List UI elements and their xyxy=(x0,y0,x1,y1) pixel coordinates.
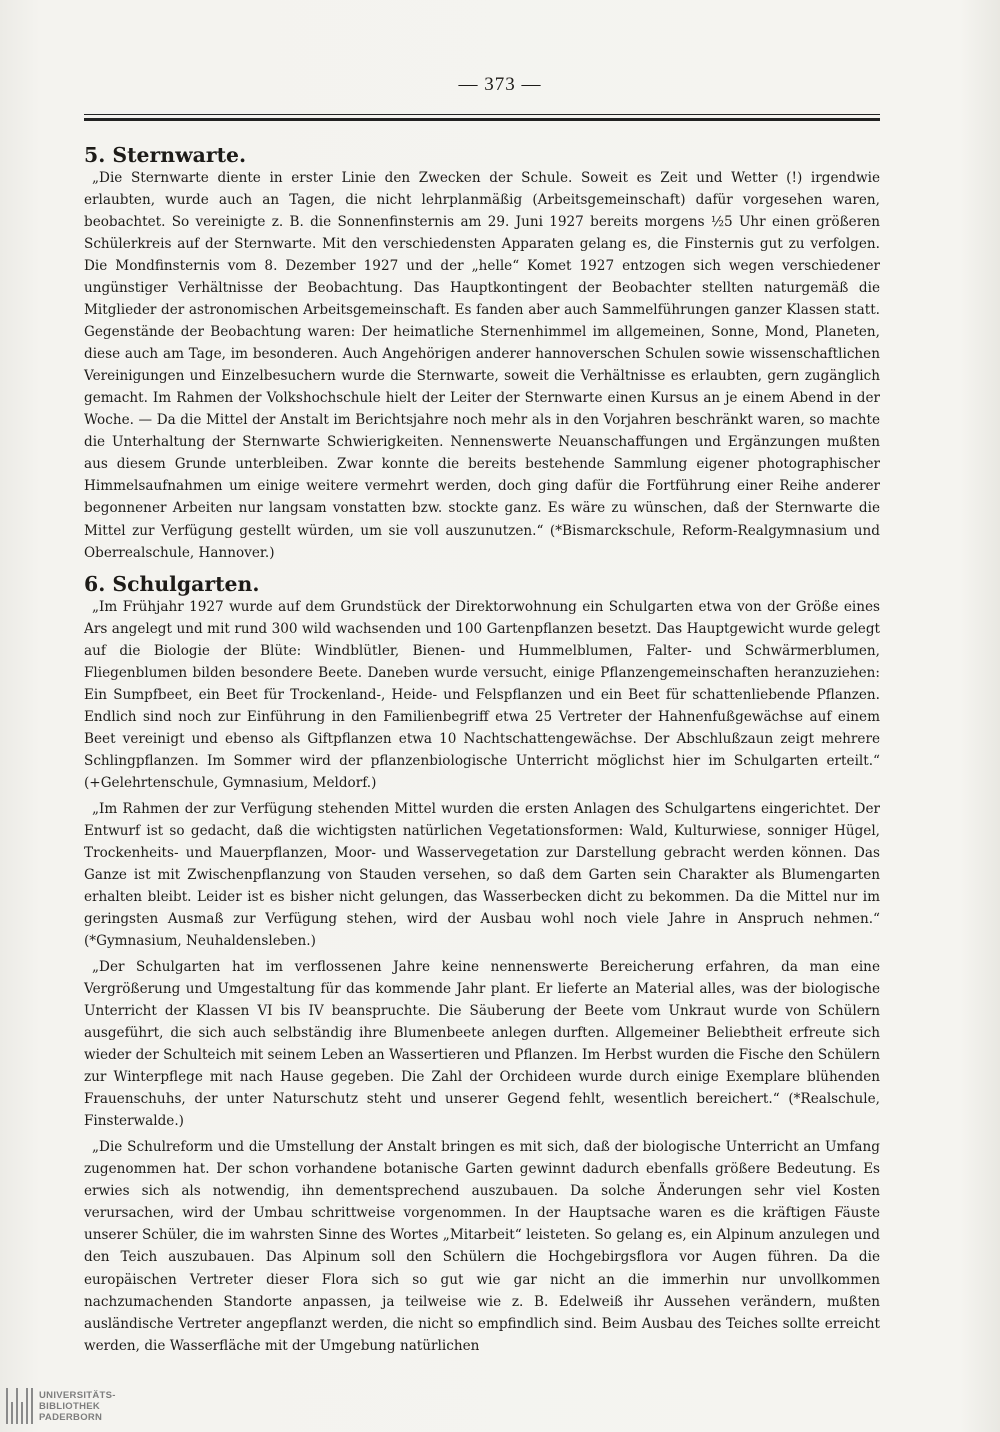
section-sternwarte xyxy=(84,143,880,564)
paragraph: „Im Frühjahr 1927 wurde auf dem Grundstück der Direktorwohnung ein Schulgarten etwa von der Größe eines Ars angelegt und mit rund 300 wild wachsenden und 100 Gartenpflanzen besetzt. Das Hauptgewicht wurde gelegt auf die Biologie der Blüte: Windblütler, Bienen- und Hummelblumen, Falter- und Schwärmerblumen, Fliegenblumen bilden besondere Beete. Daneben wurde versucht, einige Pflanzengemeinschaften heranzuziehen: Ein Sumpfbeet, ein Beet für Trockenland-, Heide- und Felspflanzen und ein Beet für schattenliebende Pflanzen. Endlich sind noch zur Einführung in den Familienbegriff etwa 25 Vertreter der Hahnenfußgewächse auf einem Beet vereinigt und ebenso als Giftpflanzen etwa 10 Nachtschattengewächse. Der Abschlußzaun zeigt mehrere Schlingpflanzen. Im Sommer wird der pflanzenbiologische Unterricht möglichst hier im Schulgarten erteilt.“ (+Gelehrtenschule, Gymnasium, Meldorf.) xyxy=(84,598,880,791)
library-logo-bars-icon xyxy=(6,1388,33,1424)
section-heading: 6. Schulgarten. xyxy=(84,571,260,596)
paragraph: „Im Rahmen der zur Verfügung stehenden Mittel wurden die ersten Anlagen des Schulgartens eingerichtet. Der Entwurf ist so gedacht, daß die wichtigsten natürlichen Vegetationsformen: Wald, Kulturwiese, sonniger Hügel, Trockenheits- und Mauerpflanzen, Moor- und Wasservegetation zur Darstellung gebracht werden können. Das Ganze ist mit Zwischenpflanzung von Stauden versehen, so daß dem Garten sein Charakter als Blumengarten erhalten bleibt. Leider ist es bisher nicht gelungen, das Wasserbecken dicht zu bekommen. Da die Mittel nur im geringsten Ausmaß zur Verfügung stehen, wird der Ausbau wohl noch viele Jahre in Anspruch nehmen.“ (*Gymnasium, Neuhaldensleben.) xyxy=(84,800,880,950)
paragraph: „Die Sternwarte diente in erster Linie den Zwecken der Schule. Soweit es Zeit und Wetter (!) irgendwie erlaubten, wurde auch an Tagen, die nicht lehrplanmäßig (Arbeitsgemeinschaft) dafür vorgesehen waren, beobachtet. So vereinigte z. B. die Sonnenfinsternis am 29. Juni 1927 bereits morgens ½5 Uhr einen größeren Schülerkreis auf der Sternwarte. Mit den verschiedensten Apparaten gelang es, die Finsternis gut zu verfolgen. Die Mondfinsternis vom 8. Dezember 1927 und der „helle“ Komet 1927 entzogen sich wegen verschiedener ungünstiger Verhältnisse der Beobachtung. Das Hauptkontingent der Beobachter stellten naturgemäß die Mitglieder der astronomischen Arbeitsgemeinschaft. Es fanden aber auch Sammelführungen ganzer Klassen statt. Gegenstände der Beobachtung waren: Der heimatliche Sternenhimmel im allgemeinen, Sonne, Mond, Planeten, diese auch am Tage, im besonderen. Auch Angehörigen anderer hannoverschen Schulen sowie wissenschaftlichen Vereinigungen und Einzelbesuchern wurde die Sternwarte, soweit die Verhältnisse es erlaubten, gern zugänglich gemacht. Im Rahmen der Volkshochschule hielt der Leiter der Sternwarte einen Kursus an je einem Abend in der Woche. — Da die Mittel der Anstalt im Berichtsjahre noch mehr als in den Vorjahren beschränkt waren, so machte die Unterhaltung der Sternwarte Schwierigkeiten. Nennenswerte Neuanschaffungen und Ergänzungen mußten aus diesem Grunde unterbleiben. Zwar konnte die bereits bestehende Sammlung eigener photographischer Himmelsaufnahmen um einige weitere vermehrt werden, doch ging dafür die Fortführung einer Reihe anderer begonnener Arbeiten nur langsam vonstatten bzw. stockte ganz. Es wäre zu wünschen, daß der Sternwarte die Mittel zur Verfügung gestellt würden, um sie voll auszunutzen.“ (*Bismarckschule, Reform-Realgymnasium und Oberrealschule, Hannover.) xyxy=(84,170,880,561)
paragraph: „Die Schulreform und die Umstellung der Anstalt bringen es mit sich, daß der biologische Unterricht an Umfang zugenommen hat. Der schon vorhandene botanische Garten gewinnt dadurch ebenfalls größere Bedeutung. Es erwies sich als notwendig, ihn dementsprechend auszubauen. Da solche Änderungen sehr viel Kosten verursachen, wird der Umbau schrittweise vorgenommen. In der Hauptsache waren es die kräftigen Fäuste unserer Schüler, die im wahrsten Sinne des Wortes „Mitarbeit“ leisteten. So gelang es, ein Alpinum anzulegen und den Teich auszubauen. Das Alpinum soll den Schülern die Hochgebirgsflora vor Augen führen. Da die europäischen Vertreter dieser Flora sich so gut wie gar nicht an die immerhin nur unvollkommen nachzumachenden Standorte anpassen, ja teilweise wie z. B. Edelweiß ihr Aussehen verändern, mußten ausländische Vertreter angepflanzt werden, die nicht so empfindlich sind. Beim Ausbau des Teiches sollte erreicht werden, die Wasserfläche mit der Umgebung natürlichen xyxy=(84,1139,880,1354)
page-body xyxy=(84,143,880,1357)
page-number: — 373 — xyxy=(458,74,542,95)
section-schulgarten xyxy=(84,572,880,1357)
header-rule-thin xyxy=(84,114,880,115)
logo-line: BIBLIOTHEK xyxy=(39,1400,101,1412)
library-logo xyxy=(6,1386,176,1426)
library-logo-text xyxy=(39,1390,116,1423)
header-rule-thick xyxy=(84,118,880,121)
logo-line: UNIVERSITÄTS- xyxy=(39,1389,116,1401)
paragraph: „Der Schulgarten hat im verflossenen Jahre keine nennenswerte Bereicherung erfahren, da man eine Vergrößerung und Umgestaltung für das kommende Jahr plant. Er lieferte an Material alles, was der biologische Unterricht der Klassen VI bis IV beanspruchte. Die Säuberung der Beete vom Unkraut wurde von Schülern ausgeführt, die sich auch selbständig ihre Blumenbeete anlegen durften. Allgemeiner Beliebtheit erfreute sich wieder der Schulteich mit seinem Leben an Wassertieren und Pflanzen. Im Herbst wurden die Fische den Schülern zur Winterpflege mit nach Hause gegeben. Die Zahl der Orchideen wurde durch einige Exemplare blühenden Frauenschuhs, der unter Naturschutz steht und unserer Gegend fehlt, wesentlich bereichert.“ (*Realschule, Finsterwalde.) xyxy=(84,959,880,1130)
section-heading: 5. Sternwarte. xyxy=(84,143,247,167)
logo-line: PADERBORN xyxy=(39,1411,103,1423)
